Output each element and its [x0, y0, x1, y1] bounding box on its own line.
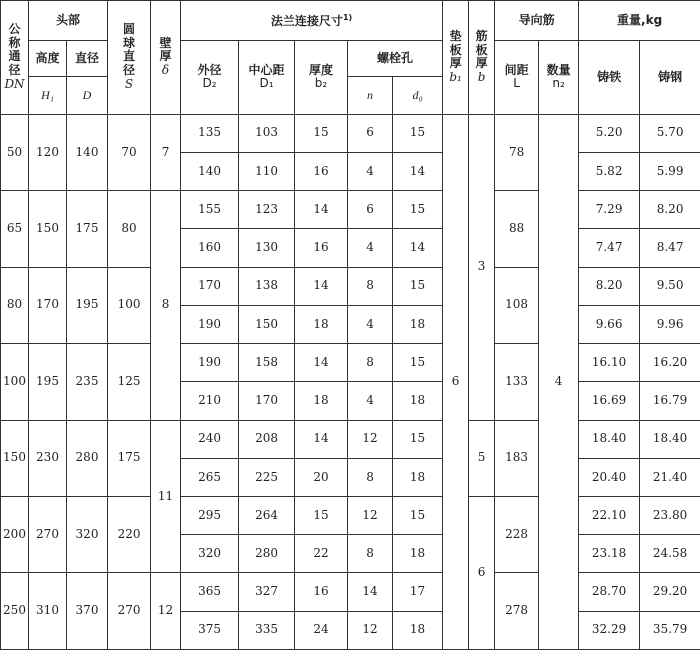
cast-steel-weight-cell: 8.47 [640, 229, 700, 267]
outer-dia-cell: 375 [181, 611, 239, 649]
cast-iron-weight-cell: 7.47 [579, 229, 640, 267]
table-row [1, 344, 700, 382]
cast-steel-weight-cell: 16.20 [640, 344, 700, 382]
sphere-cell: 270 [108, 573, 151, 650]
height-symbol: H₁ [29, 77, 67, 114]
outer-dia-cell: 320 [181, 535, 239, 573]
thickness-cell: 22 [295, 535, 348, 573]
thickness-cell: 15 [295, 497, 348, 535]
center-dist-cell: 103 [239, 114, 295, 152]
spacing-cell: 278 [495, 573, 539, 650]
cast-iron-weight-cell: 16.69 [579, 382, 640, 420]
center-dist-cell: 335 [239, 611, 295, 649]
outer-dia-cell: 365 [181, 573, 239, 611]
cast-steel-weight-cell: 23.80 [640, 497, 700, 535]
outer-dia-cell: 170 [181, 267, 239, 305]
cast-steel-weight-cell: 35.79 [640, 611, 700, 649]
cast-iron-weight-cell: 8.20 [579, 267, 640, 305]
rib-thickness-cell: 6 [469, 497, 495, 650]
bolt-n-cell: 8 [348, 344, 393, 382]
rib-thickness-cell: 5 [469, 420, 495, 496]
thickness-cell: 16 [295, 152, 348, 190]
center-dist-cell: 110 [239, 152, 295, 190]
bolt-d-cell: 18 [393, 611, 443, 649]
center-dist-header: 中心距 D₁ [239, 41, 295, 114]
diameter-symbol: D [67, 77, 108, 114]
cast-iron-header: 铸铁 [579, 41, 640, 114]
rib-thickness-cell: 3 [469, 114, 495, 420]
weight-group-header: 重量,kg [579, 1, 700, 41]
diameter-cell: 195 [67, 267, 108, 343]
thickness-cell: 14 [295, 344, 348, 382]
dn-header: 公 称 通 径 DN [1, 1, 29, 115]
bolt-d-cell: 18 [393, 535, 443, 573]
diameter-cell: 320 [67, 497, 108, 573]
flange-group-header: 法兰连接尺寸$^{1)}$ [181, 1, 443, 41]
header-row-1 [1, 1, 700, 41]
bolt-d-cell: 18 [393, 458, 443, 496]
table-row [1, 420, 700, 458]
sphere-header: 圆 球 直 径 S [108, 1, 151, 115]
outer-dia-cell: 265 [181, 458, 239, 496]
bolt-n-cell: 6 [348, 191, 393, 229]
cast-iron-weight-cell: 7.29 [579, 191, 640, 229]
diameter-header: 直径 [67, 41, 108, 77]
center-dist-cell: 138 [239, 267, 295, 305]
table-row [1, 191, 700, 229]
bolt-d-cell: 17 [393, 573, 443, 611]
center-dist-cell: 327 [239, 573, 295, 611]
wall-thickness-cell: 11 [151, 420, 181, 573]
spacing-cell: 88 [495, 191, 539, 267]
dn-cell: 65 [1, 191, 29, 267]
bolt-d-cell: 15 [393, 497, 443, 535]
center-dist-cell: 123 [239, 191, 295, 229]
spacing-cell: 108 [495, 267, 539, 343]
outer-dia-cell: 190 [181, 305, 239, 343]
thickness-header: 厚度 b₂ [295, 41, 348, 114]
thickness-cell: 16 [295, 229, 348, 267]
dn-cell: 250 [1, 573, 29, 650]
bolt-n-cell: 8 [348, 267, 393, 305]
diameter-cell: 175 [67, 191, 108, 267]
sphere-cell: 220 [108, 497, 151, 573]
spacing-cell: 228 [495, 497, 539, 573]
outer-dia-header: 外径 D₂ [181, 41, 239, 114]
cast-steel-weight-cell: 16.79 [640, 382, 700, 420]
bolt-d-cell: 14 [393, 229, 443, 267]
bolt-d-cell: 15 [393, 191, 443, 229]
center-dist-cell: 158 [239, 344, 295, 382]
wall-header: 壁 厚 δ [151, 1, 181, 115]
table-row [1, 267, 700, 305]
center-dist-cell: 208 [239, 420, 295, 458]
bolt-d-cell: 15 [393, 344, 443, 382]
bolt-n-cell: 4 [348, 152, 393, 190]
bolt-d-cell: 14 [393, 152, 443, 190]
table-row [1, 497, 700, 535]
center-dist-cell: 150 [239, 305, 295, 343]
thickness-cell: 15 [295, 114, 348, 152]
height-cell: 170 [29, 267, 67, 343]
outer-dia-cell: 155 [181, 191, 239, 229]
bolt-n-cell: 12 [348, 497, 393, 535]
wall-thickness-cell: 7 [151, 114, 181, 190]
height-cell: 310 [29, 573, 67, 650]
bolt-n-cell: 12 [348, 420, 393, 458]
thickness-cell: 16 [295, 573, 348, 611]
dn-cell: 100 [1, 344, 29, 420]
height-cell: 150 [29, 191, 67, 267]
flange-footnote-mark: 1) [342, 12, 353, 22]
sphere-cell: 175 [108, 420, 151, 496]
cast-steel-header: 铸钢 [640, 41, 700, 114]
bolt-n-cell: 8 [348, 535, 393, 573]
thickness-cell: 24 [295, 611, 348, 649]
diameter-cell: 235 [67, 344, 108, 420]
bolt-n-symbol: n [348, 77, 393, 114]
bolt-d-cell: 15 [393, 420, 443, 458]
dn-cell: 50 [1, 114, 29, 190]
cast-iron-weight-cell: 32.29 [579, 611, 640, 649]
table-row [1, 114, 700, 152]
thickness-cell: 18 [295, 305, 348, 343]
dn-cell: 200 [1, 497, 29, 573]
thickness-cell: 20 [295, 458, 348, 496]
height-cell: 120 [29, 114, 67, 190]
dn-cell: 150 [1, 420, 29, 496]
cast-iron-weight-cell: 5.82 [579, 152, 640, 190]
outer-dia-cell: 140 [181, 152, 239, 190]
bolt-n-cell: 6 [348, 114, 393, 152]
spacing-cell: 133 [495, 344, 539, 420]
diameter-cell: 280 [67, 420, 108, 496]
outer-dia-cell: 295 [181, 497, 239, 535]
count-header: 数量 n₂ [539, 41, 579, 114]
cast-iron-weight-cell: 9.66 [579, 305, 640, 343]
cast-steel-weight-cell: 18.40 [640, 420, 700, 458]
cast-iron-weight-cell: 5.20 [579, 114, 640, 152]
center-dist-cell: 264 [239, 497, 295, 535]
cast-iron-weight-cell: 22.10 [579, 497, 640, 535]
center-dist-cell: 170 [239, 382, 295, 420]
cast-iron-weight-cell: 20.40 [579, 458, 640, 496]
height-cell: 270 [29, 497, 67, 573]
outer-dia-cell: 240 [181, 420, 239, 458]
pad-thickness-cell: 6 [443, 114, 469, 649]
outer-dia-cell: 190 [181, 344, 239, 382]
spacing-cell: 183 [495, 420, 539, 496]
outer-dia-cell: 160 [181, 229, 239, 267]
height-header: 高度 [29, 41, 67, 77]
bolt-d-symbol: d₀ [393, 77, 443, 114]
rib-header: 筋 板 厚 b [469, 1, 495, 115]
thickness-cell: 18 [295, 382, 348, 420]
outer-dia-cell: 135 [181, 114, 239, 152]
spacing-cell: 78 [495, 114, 539, 190]
bolt-hole-header: 螺栓孔 [348, 41, 443, 77]
cast-iron-weight-cell: 16.10 [579, 344, 640, 382]
cast-steel-weight-cell: 21.40 [640, 458, 700, 496]
sphere-cell: 100 [108, 267, 151, 343]
cast-steel-weight-cell: 24.58 [640, 535, 700, 573]
cast-steel-weight-cell: 5.70 [640, 114, 700, 152]
bolt-n-cell: 12 [348, 611, 393, 649]
cast-steel-weight-cell: 5.99 [640, 152, 700, 190]
bolt-d-cell: 15 [393, 267, 443, 305]
cast-iron-weight-cell: 23.18 [579, 535, 640, 573]
sphere-cell: 80 [108, 191, 151, 267]
cast-iron-weight-cell: 18.40 [579, 420, 640, 458]
guide-group-header: 导向筋 [495, 1, 579, 41]
bolt-n-cell: 4 [348, 382, 393, 420]
bolt-n-cell: 4 [348, 305, 393, 343]
spacing-header: 间距 L [495, 41, 539, 114]
cast-steel-weight-cell: 29.20 [640, 573, 700, 611]
bolt-d-cell: 15 [393, 114, 443, 152]
header-row-2 [1, 41, 700, 77]
thickness-cell: 14 [295, 267, 348, 305]
sphere-cell: 70 [108, 114, 151, 190]
wall-thickness-cell: 8 [151, 191, 181, 420]
sphere-cell: 125 [108, 344, 151, 420]
diameter-cell: 370 [67, 573, 108, 650]
bolt-d-cell: 18 [393, 382, 443, 420]
cast-iron-weight-cell: 28.70 [579, 573, 640, 611]
pad-header: 垫 板 厚 b₁ [443, 1, 469, 115]
outer-dia-cell: 210 [181, 382, 239, 420]
thickness-cell: 14 [295, 191, 348, 229]
head-group-header: 头部 [29, 1, 108, 41]
bolt-n-cell: 14 [348, 573, 393, 611]
center-dist-cell: 225 [239, 458, 295, 496]
bolt-n-cell: 4 [348, 229, 393, 267]
count-cell: 4 [539, 114, 579, 649]
center-dist-cell: 130 [239, 229, 295, 267]
cast-steel-weight-cell: 8.20 [640, 191, 700, 229]
height-cell: 230 [29, 420, 67, 496]
cast-steel-weight-cell: 9.96 [640, 305, 700, 343]
center-dist-cell: 280 [239, 535, 295, 573]
table-row [1, 573, 700, 611]
cast-steel-weight-cell: 9.50 [640, 267, 700, 305]
dn-cell: 80 [1, 267, 29, 343]
height-cell: 195 [29, 344, 67, 420]
diameter-cell: 140 [67, 114, 108, 190]
bolt-d-cell: 18 [393, 305, 443, 343]
bolt-n-cell: 8 [348, 458, 393, 496]
thickness-cell: 14 [295, 420, 348, 458]
wall-thickness-cell: 12 [151, 573, 181, 650]
